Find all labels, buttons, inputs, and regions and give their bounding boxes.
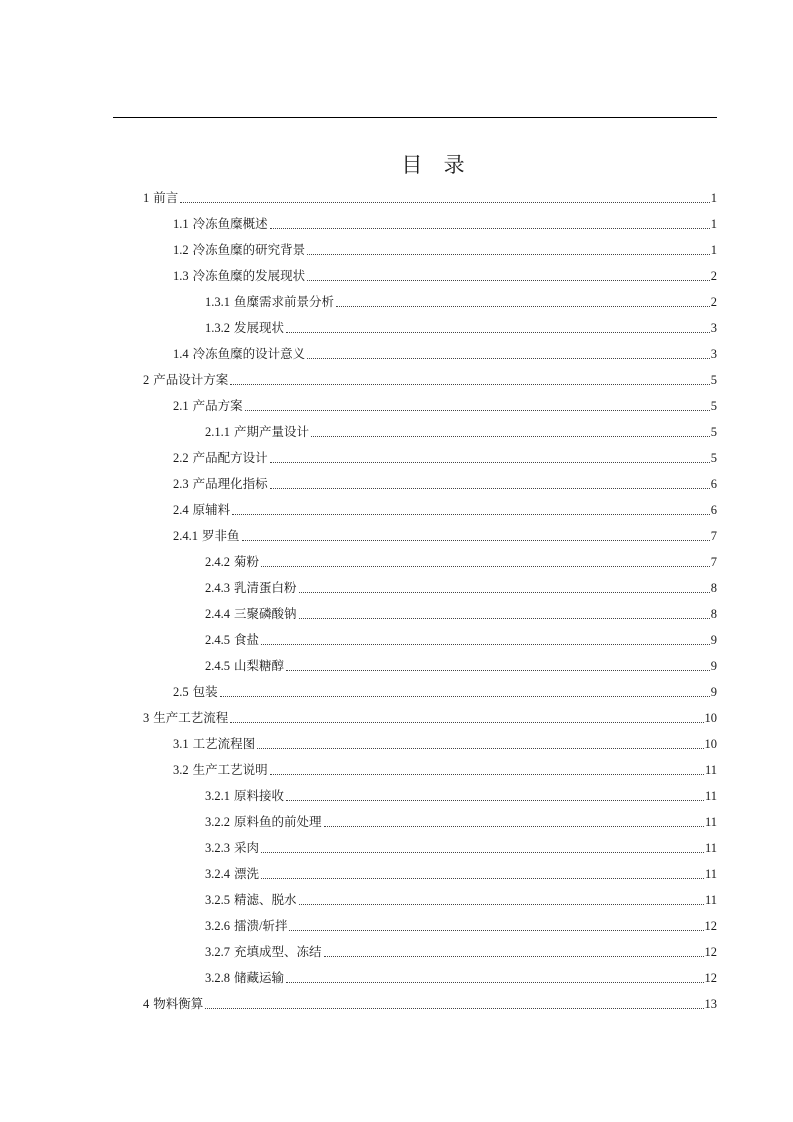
toc-dot-leader [307, 253, 710, 255]
toc-entry-page: 5 [710, 399, 717, 413]
toc-dot-leader [324, 955, 704, 957]
toc-dot-leader [261, 565, 710, 567]
toc-entry-title: 包装 [192, 685, 218, 699]
toc-entry-page: 7 [710, 529, 717, 543]
toc-entry-number: 2.2 [173, 451, 189, 465]
toc-entry-title: 原料接收 [234, 789, 285, 803]
toc-dot-leader [336, 305, 710, 307]
toc-entry[interactable] [173, 760, 717, 780]
toc-entry[interactable] [205, 942, 717, 962]
toc-dot-leader [180, 201, 709, 203]
toc-entry-number: 3 [143, 711, 150, 725]
toc-entry-page: 10 [704, 737, 717, 751]
toc-entry-page: 5 [710, 425, 717, 439]
header-rule [113, 117, 717, 118]
toc-entry[interactable] [173, 474, 717, 494]
toc-entry-page: 5 [710, 451, 717, 465]
toc-entry-page: 8 [710, 607, 717, 621]
toc-title: 目 录 [401, 153, 473, 177]
toc-dot-leader [289, 929, 703, 931]
toc-entry[interactable] [205, 578, 717, 598]
toc-entry[interactable] [205, 604, 717, 624]
toc-entry[interactable] [205, 630, 717, 650]
toc-entry-title: 储藏运输 [234, 971, 285, 985]
toc-entry-title: 冷冻鱼糜的设计意义 [192, 347, 306, 361]
toc-entry-number: 2.4.5 [205, 659, 230, 673]
toc-entry[interactable] [205, 422, 717, 442]
toc-entry-page: 8 [710, 581, 717, 595]
toc-entry[interactable] [173, 682, 717, 702]
toc-entry-page: 9 [710, 633, 717, 647]
toc-dot-leader [261, 851, 704, 853]
toc-entry-number: 3.2.5 [205, 893, 230, 907]
toc-entry-number: 2.4.3 [205, 581, 230, 595]
toc-entry[interactable] [143, 994, 717, 1014]
toc-entry-number: 2 [143, 373, 150, 387]
toc-entry-page: 11 [704, 763, 717, 777]
toc-entry[interactable] [143, 708, 717, 728]
toc-entry-page: 11 [704, 867, 717, 881]
toc-entry-page: 11 [704, 815, 717, 829]
toc-entry[interactable] [205, 552, 717, 572]
toc-entry-page: 3 [710, 321, 717, 335]
toc-entry-number: 1 [143, 191, 150, 205]
toc-dot-leader [257, 747, 703, 749]
toc-dot-leader [205, 1007, 703, 1009]
toc-dot-leader [299, 903, 704, 905]
toc-dot-leader [286, 799, 704, 801]
toc-entry-title: 菊粉 [234, 555, 260, 569]
toc-entry[interactable] [205, 812, 717, 832]
toc-entry-number: 2.4.4 [205, 607, 230, 621]
toc-entry-page: 6 [710, 503, 717, 517]
toc-entry-title: 三聚磷酸钠 [234, 607, 297, 621]
toc-entry[interactable] [143, 370, 717, 390]
toc-entry-title: 山梨糖醇 [234, 659, 285, 673]
toc-entry-title: 工艺流程图 [192, 737, 256, 751]
toc-entry-title: 充填成型、冻结 [234, 945, 322, 959]
toc-dot-leader [324, 825, 704, 827]
toc-entry-number: 2.1.1 [205, 425, 230, 439]
toc-dot-leader [245, 409, 710, 411]
toc-dot-leader [261, 643, 710, 645]
toc-entry-title: 漂洗 [234, 867, 260, 881]
toc-entry[interactable] [173, 214, 717, 234]
toc-dot-leader [242, 539, 710, 541]
toc-entry-page: 12 [704, 945, 717, 959]
toc-entry-number: 3.2.3 [205, 841, 230, 855]
toc-entry-title: 原辅料 [192, 503, 231, 517]
toc-entry-page: 5 [710, 373, 717, 387]
toc-entry[interactable] [205, 916, 717, 936]
toc-dot-leader [307, 279, 710, 281]
toc-entry[interactable] [173, 344, 717, 364]
toc-dot-leader [270, 461, 710, 463]
toc-entry-title: 食盐 [234, 633, 260, 647]
toc-entry[interactable] [205, 864, 717, 884]
toc-entry-number: 1.3.1 [205, 295, 230, 309]
toc-dot-leader [270, 487, 710, 489]
toc-entry-number: 1.1 [173, 217, 189, 231]
toc-entry-number: 2.3 [173, 477, 189, 491]
toc-entry[interactable] [173, 240, 717, 260]
toc-entry[interactable] [205, 838, 717, 858]
toc-entry-title: 发展现状 [234, 321, 285, 335]
toc-entry-page: 7 [710, 555, 717, 569]
toc-entry-number: 3.2.4 [205, 867, 230, 881]
toc-entry-page: 11 [704, 893, 717, 907]
toc-entry-number: 3.2 [173, 763, 189, 777]
toc-entry-page: 6 [710, 477, 717, 491]
toc-entry-title: 精滤、脱水 [234, 893, 297, 907]
toc-entry-number: 4 [143, 997, 150, 1011]
toc-entry-number: 1.2 [173, 243, 189, 257]
toc-entry[interactable] [205, 292, 717, 312]
toc-entry-title: 产品方案 [192, 399, 243, 413]
toc-entry-title: 产品配方设计 [192, 451, 268, 465]
toc-dot-leader [311, 435, 710, 437]
toc-entry-page: 1 [710, 191, 717, 205]
toc-entry-title: 前言 [153, 191, 179, 205]
toc-entry-page: 11 [704, 789, 717, 803]
toc-dot-leader [299, 591, 710, 593]
toc-entry[interactable] [143, 188, 717, 208]
toc-entry-page: 10 [704, 711, 717, 725]
toc-entry-title: 罗非鱼 [202, 529, 240, 543]
toc-dot-leader [299, 617, 710, 619]
toc-entry-number: 2.4.2 [205, 555, 230, 569]
toc-dot-leader [230, 721, 703, 723]
toc-entry-title: 生产工艺说明 [192, 763, 268, 777]
toc-entry-title: 冷冻鱼糜的发展现状 [192, 269, 306, 283]
toc-entry[interactable] [205, 318, 717, 338]
toc-dot-leader [270, 773, 704, 775]
toc-entry-title: 鱼糜需求前景分析 [234, 295, 335, 309]
toc-entry-page: 11 [704, 841, 717, 855]
toc-dot-leader [220, 695, 710, 697]
toc-entry-number: 3.2.2 [205, 815, 230, 829]
toc-entry-title: 冷冻鱼糜的研究背景 [192, 243, 306, 257]
toc-entry-page: 12 [704, 919, 717, 933]
toc-entry[interactable] [205, 968, 717, 988]
toc-entry-number: 2.1 [173, 399, 189, 413]
toc-entry-number: 1.3 [173, 269, 189, 283]
toc-entry-page: 1 [710, 217, 717, 231]
toc-entry-number: 2.4 [173, 503, 189, 517]
toc-entry-number: 1.4 [173, 347, 189, 361]
toc-entry-page: 2 [710, 295, 717, 309]
toc-entry-page: 2 [710, 269, 717, 283]
toc-entry[interactable] [173, 396, 717, 416]
toc-entry[interactable] [173, 734, 717, 754]
toc-entry-title: 产品理化指标 [192, 477, 268, 491]
toc-entry-number: 3.1 [173, 737, 189, 751]
toc-entry-number: 2.4.1 [173, 529, 198, 543]
toc-entry[interactable] [205, 656, 717, 676]
toc-entry-title: 乳清蛋白粉 [234, 581, 297, 595]
toc-entry-number: 2.4.5 [205, 633, 230, 647]
toc-entry-page: 13 [704, 997, 717, 1011]
toc-entry-title: 产品设计方案 [153, 373, 229, 387]
toc-entry[interactable] [173, 448, 717, 468]
toc-entry-page: 12 [704, 971, 717, 985]
toc-entry-title: 物料衡算 [153, 997, 204, 1011]
toc-entry-title: 擂溃/斩拌 [234, 919, 288, 933]
toc-dot-leader [270, 227, 710, 229]
toc-dot-leader [286, 331, 710, 333]
toc-entry[interactable] [173, 500, 717, 520]
toc-entry-title: 生产工艺流程 [153, 711, 229, 725]
toc-entry[interactable] [205, 890, 717, 910]
toc-entry-title: 原料鱼的前处理 [234, 815, 322, 829]
toc-dot-leader [261, 877, 704, 879]
toc-entry-number: 1.3.2 [205, 321, 230, 335]
toc-entry-page: 9 [710, 685, 717, 699]
toc-entry-number: 2.5 [173, 685, 189, 699]
toc-entry[interactable] [205, 786, 717, 806]
toc-entry-number: 3.2.6 [205, 919, 230, 933]
toc-dot-leader [230, 383, 709, 385]
toc-dot-leader [307, 357, 710, 359]
toc-dot-leader [286, 669, 710, 671]
toc-entry-page: 3 [710, 347, 717, 361]
toc-entry-number: 3.2.7 [205, 945, 230, 959]
toc-entry-page: 9 [710, 659, 717, 673]
toc-entry-number: 3.2.8 [205, 971, 230, 985]
toc-entry-page: 1 [710, 243, 717, 257]
toc-entry-title: 采肉 [234, 841, 260, 855]
toc-dot-leader [232, 513, 710, 515]
toc-entry-title: 产期产量设计 [234, 425, 310, 439]
toc-entry-title: 冷冻鱼糜概述 [192, 217, 268, 231]
toc-dot-leader [286, 981, 703, 983]
toc-entry[interactable] [173, 526, 717, 546]
toc-entry-number: 3.2.1 [205, 789, 230, 803]
toc-entry[interactable] [173, 266, 717, 286]
